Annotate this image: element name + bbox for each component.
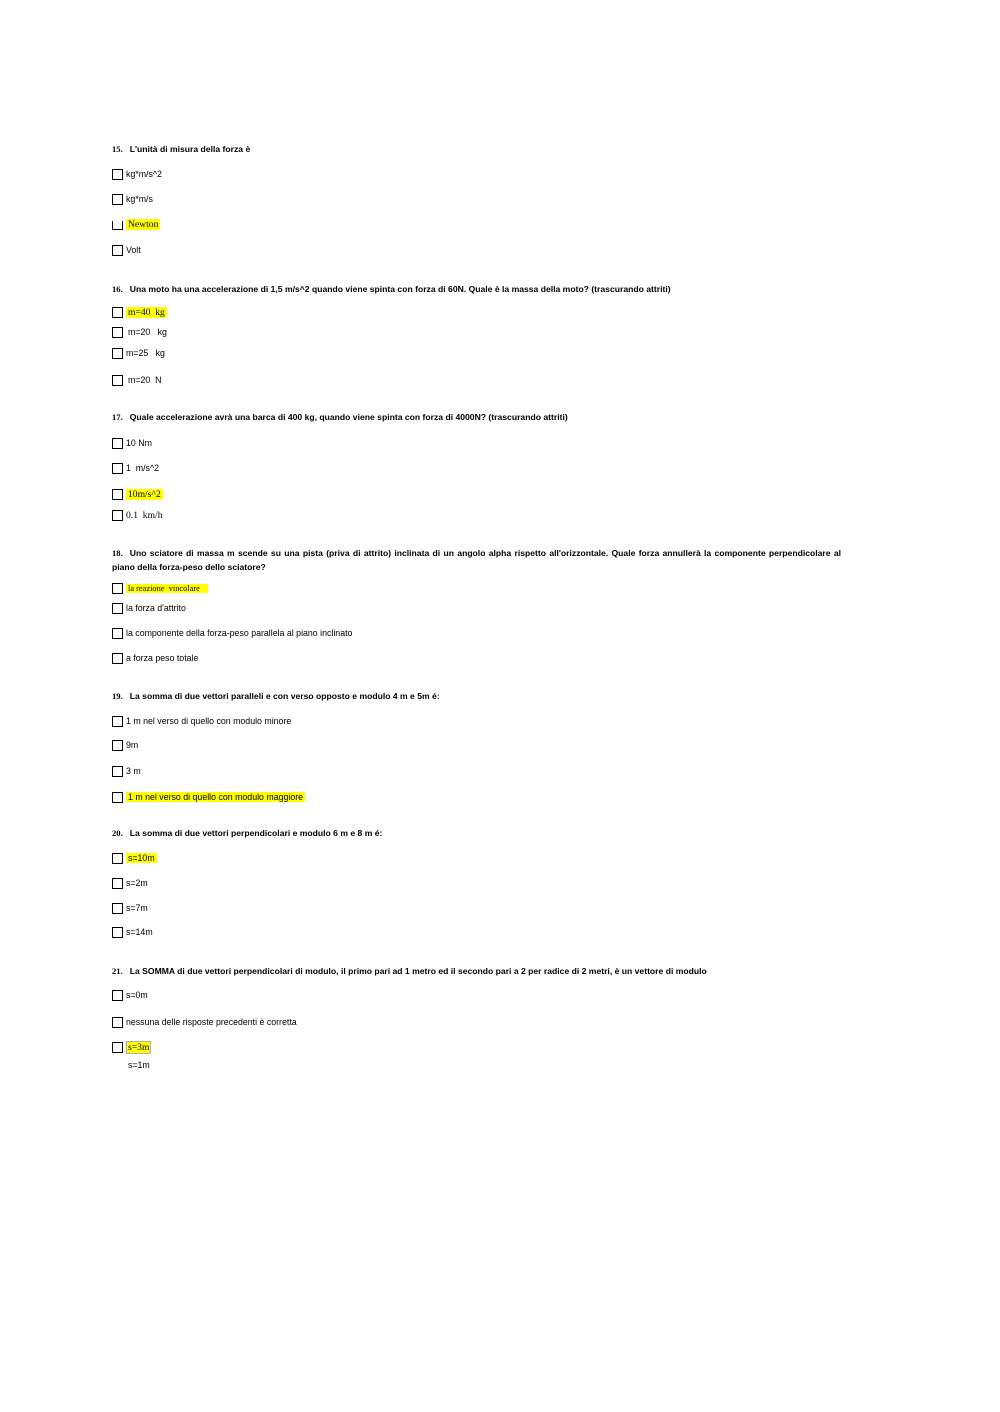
question-text: Uno sciatore di massa m scende su una pista (priva di attrito) inclinata di un angolo alpha rispetto all'orizzontale. Quale forza annullerà la componente perpendicolare al piano della forza-peso dello sciatore?	[112, 548, 841, 572]
option-label: la forza d'attrito	[126, 603, 186, 613]
option-17-b[interactable]	[112, 461, 159, 475]
option-17-a[interactable]	[112, 436, 152, 450]
question-17	[112, 411, 568, 425]
question-number: 18.	[112, 548, 123, 558]
option-21-c[interactable]	[112, 1040, 151, 1054]
option-label: la componente della forza-peso parallela al piano inclinato	[126, 628, 353, 638]
option-label: kg*m/s^2	[126, 169, 162, 179]
option-15-a[interactable]	[112, 167, 162, 181]
question-text: Quale accelerazione avrà una barca di 400 kg, quando viene spinta con forza di 4000N? (trascurando attriti)	[129, 412, 568, 422]
option-label-highlighted: s=3m	[128, 1041, 150, 1053]
question-21	[112, 965, 707, 979]
question-16	[112, 283, 671, 297]
checkbox[interactable]	[112, 307, 123, 318]
option-label-highlighted: la reazione vincolare	[126, 584, 208, 593]
option-label-highlighted: 1 m nel verso di quello con modulo maggiore	[128, 792, 304, 802]
option-20-c[interactable]	[112, 901, 148, 915]
question-number: 15.	[112, 144, 123, 154]
option-20-a[interactable]	[112, 851, 157, 865]
checkbox[interactable]	[112, 221, 123, 230]
option-15-c[interactable]	[112, 217, 160, 231]
option-16-a[interactable]	[112, 305, 167, 319]
option-16-b[interactable]	[112, 325, 167, 339]
option-19-b[interactable]	[112, 738, 138, 752]
selection-frame	[126, 1041, 151, 1054]
option-label-highlighted: Newton	[128, 218, 159, 230]
option-15-b[interactable]	[112, 192, 153, 206]
question-number: 19.	[112, 691, 123, 701]
option-label: Volt	[126, 245, 141, 255]
option-16-c[interactable]	[112, 346, 165, 360]
option-label: 9m	[126, 740, 139, 750]
checkbox[interactable]	[112, 878, 123, 889]
option-18-d[interactable]	[112, 651, 198, 665]
option-18-c[interactable]	[112, 626, 352, 640]
option-label: kg*m/s	[126, 194, 153, 204]
option-19-d[interactable]	[112, 790, 305, 804]
question-text: La SOMMA di due vettori perpendicolari di modulo, il primo pari ad 1 metro ed il secondo pari a 2 per radice di 2 metri, è un vettore di modulo	[129, 966, 707, 976]
checkbox[interactable]	[112, 169, 123, 180]
checkbox[interactable]	[112, 716, 123, 727]
checkbox[interactable]	[112, 853, 123, 864]
checkbox[interactable]	[112, 653, 123, 664]
option-21-d[interactable]: s=1m	[128, 1060, 150, 1070]
checkbox[interactable]	[112, 583, 123, 594]
checkbox[interactable]	[112, 628, 123, 639]
option-label: s=14m	[126, 927, 153, 937]
checkbox[interactable]	[112, 1042, 123, 1053]
option-21-a[interactable]	[112, 988, 148, 1002]
question-20	[112, 827, 382, 841]
option-label: 0.1 km/h	[126, 509, 163, 521]
checkbox[interactable]	[112, 927, 123, 938]
option-18-b[interactable]	[112, 601, 186, 615]
option-label: s=0m	[126, 990, 148, 1000]
checkbox[interactable]	[112, 766, 123, 777]
option-label-highlighted: s=10m	[128, 853, 155, 863]
option-18-a[interactable]	[112, 581, 208, 595]
option-label: m=25 kg	[126, 348, 165, 358]
checkbox[interactable]	[112, 438, 123, 449]
checkbox[interactable]	[112, 489, 123, 500]
option-label: 3 m	[126, 766, 141, 776]
checkbox[interactable]	[112, 990, 123, 1001]
option-label: s=7m	[126, 903, 148, 913]
checkbox[interactable]	[112, 194, 123, 205]
checkbox[interactable]	[112, 792, 123, 803]
option-17-d[interactable]	[112, 508, 163, 522]
checkbox[interactable]	[112, 463, 123, 474]
option-19-c[interactable]	[112, 764, 141, 778]
question-19	[112, 690, 440, 704]
checkbox[interactable]	[112, 348, 123, 359]
checkbox[interactable]	[112, 375, 123, 386]
question-text: La somma di due vettori paralleli e con verso opposto e modulo 4 m e 5m é:	[129, 691, 440, 701]
checkbox[interactable]	[112, 510, 123, 521]
option-19-a[interactable]	[112, 714, 291, 728]
question-text: Una moto ha una accelerazione di 1,5 m/s^2 quando viene spinta con forza di 60N. Quale è la massa della moto? (trascurando attriti)	[129, 284, 671, 294]
question-number: 20.	[112, 828, 123, 838]
option-label-highlighted: m=40 kg	[128, 306, 165, 318]
checkbox[interactable]	[112, 903, 123, 914]
option-16-d[interactable]	[112, 373, 162, 387]
option-label: nessuna delle risposte precedenti è corretta	[126, 1017, 297, 1027]
option-label: 1 m/s^2	[126, 463, 159, 473]
question-15	[112, 143, 250, 157]
question-text: L'unità di misura della forza è	[129, 144, 251, 154]
option-20-b[interactable]	[112, 876, 148, 890]
question-number: 21.	[112, 966, 123, 976]
option-label: s=2m	[126, 878, 148, 888]
checkbox[interactable]	[112, 740, 123, 751]
option-20-d[interactable]	[112, 925, 153, 939]
checkbox[interactable]	[112, 1017, 123, 1028]
checkbox[interactable]	[112, 327, 123, 338]
checkbox[interactable]	[112, 245, 123, 256]
question-number: 16.	[112, 284, 123, 294]
option-17-c[interactable]	[112, 487, 163, 501]
option-label: 1 m nel verso di quello con modulo minore	[126, 716, 292, 726]
question-18	[112, 547, 841, 574]
question-text: La somma di due vettori perpendicolari e modulo 6 m e 8 m é:	[129, 828, 383, 838]
option-label: 10 Nm	[126, 438, 152, 448]
option-21-b[interactable]	[112, 1015, 297, 1029]
option-15-d[interactable]	[112, 243, 141, 257]
option-label: a forza peso totale	[126, 653, 199, 663]
option-label: m=20 kg	[128, 327, 167, 337]
checkbox[interactable]	[112, 603, 123, 614]
option-label: m=20 N	[128, 375, 162, 385]
question-number: 17.	[112, 412, 123, 422]
option-label-highlighted: 10m/s^2	[128, 488, 161, 500]
